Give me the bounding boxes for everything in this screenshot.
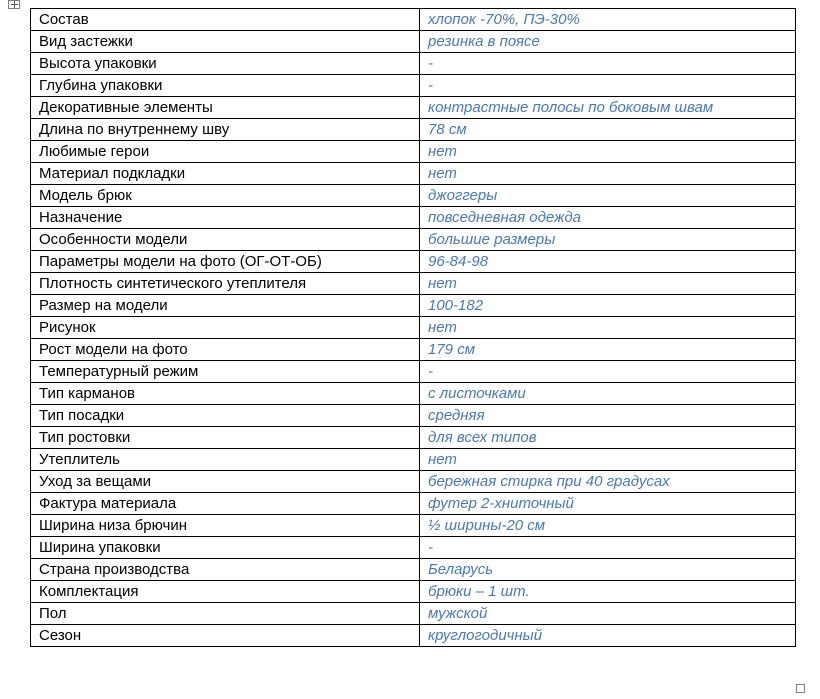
table-body [31,9,796,647]
table-row [31,75,796,97]
attribute-value-cell[interactable]: 179 см [420,339,796,361]
attribute-value-cell[interactable]: - [420,75,796,97]
attribute-value-cell[interactable]: 78 см [420,119,796,141]
table-row [31,537,796,559]
attribute-name-cell[interactable]: Особенности модели [31,229,420,251]
attribute-name-cell[interactable]: Тип ростовки [31,427,420,449]
table-row [31,141,796,163]
attribute-value-cell[interactable]: круглогодичный [420,625,796,647]
attribute-value-cell[interactable]: - [420,361,796,383]
table-row [31,383,796,405]
product-attributes-table [30,8,796,647]
attribute-value-cell[interactable]: контрастные полосы по боковым швам [420,97,796,119]
table-row [31,229,796,251]
table-row [31,251,796,273]
attribute-value-cell[interactable]: - [420,53,796,75]
attribute-name-cell[interactable]: Рисунок [31,317,420,339]
attribute-value-cell[interactable]: 96-84-98 [420,251,796,273]
attribute-name-cell[interactable]: Длина по внутреннему шву [31,119,420,141]
attribute-name-cell[interactable]: Ширина низа брючин [31,515,420,537]
table-row [31,339,796,361]
attribute-value-cell[interactable]: ½ ширины-20 см [420,515,796,537]
attribute-name-cell[interactable]: Декоративные элементы [31,97,420,119]
attribute-name-cell[interactable]: Ширина упаковки [31,537,420,559]
table-row [31,471,796,493]
attribute-name-cell[interactable]: Рост модели на фото [31,339,420,361]
attribute-value-cell[interactable]: нет [420,317,796,339]
attribute-value-cell[interactable]: брюки – 1 шт. [420,581,796,603]
table-row [31,207,796,229]
attribute-name-cell[interactable]: Плотность синтетического утеплителя [31,273,420,295]
table-row [31,405,796,427]
table-row [31,581,796,603]
attribute-value-cell[interactable]: средняя [420,405,796,427]
attribute-value-cell[interactable]: джоггеры [420,185,796,207]
table-row [31,559,796,581]
table-row [31,493,796,515]
attribute-value-cell[interactable]: нет [420,273,796,295]
attribute-value-cell[interactable]: мужской [420,603,796,625]
attribute-name-cell[interactable]: Высота упаковки [31,53,420,75]
attribute-value-cell[interactable]: большие размеры [420,229,796,251]
attribute-value-cell[interactable]: Беларусь [420,559,796,581]
table-row [31,53,796,75]
attribute-name-cell[interactable]: Параметры модели на фото (ОГ-ОТ-ОБ) [31,251,420,273]
attribute-name-cell[interactable]: Назначение [31,207,420,229]
table-row [31,427,796,449]
table-row [31,185,796,207]
attribute-name-cell[interactable]: Фактура материала [31,493,420,515]
table-resize-handle-icon[interactable] [796,684,805,693]
attribute-name-cell[interactable]: Глубина упаковки [31,75,420,97]
attribute-name-cell[interactable]: Страна производства [31,559,420,581]
table-row [31,625,796,647]
attribute-name-cell[interactable]: Тип карманов [31,383,420,405]
table-row [31,361,796,383]
attribute-value-cell[interactable]: футер 2-хниточный [420,493,796,515]
attribute-value-cell[interactable]: бережная стирка при 40 градусах [420,471,796,493]
table-row [31,449,796,471]
table-row [31,317,796,339]
attribute-name-cell[interactable]: Модель брюк [31,185,420,207]
table-row [31,515,796,537]
table-row [31,119,796,141]
table-row [31,273,796,295]
attribute-value-cell[interactable]: хлопок -70%, ПЭ-30% [420,9,796,31]
attribute-name-cell[interactable]: Тип посадки [31,405,420,427]
attribute-value-cell[interactable]: нет [420,163,796,185]
table-row [31,603,796,625]
attribute-value-cell[interactable]: для всех типов [420,427,796,449]
attribute-value-cell[interactable]: 100-182 [420,295,796,317]
attribute-name-cell[interactable]: Пол [31,603,420,625]
attribute-name-cell[interactable]: Утеплитель [31,449,420,471]
table-row [31,31,796,53]
attribute-value-cell[interactable]: повседневная одежда [420,207,796,229]
attribute-name-cell[interactable]: Уход за вещами [31,471,420,493]
attribute-name-cell[interactable]: Материал подкладки [31,163,420,185]
attribute-name-cell[interactable]: Комплектация [31,581,420,603]
table-row [31,9,796,31]
table-row [31,163,796,185]
attribute-value-cell[interactable]: нет [420,449,796,471]
table-row [31,295,796,317]
attribute-name-cell[interactable]: Размер на модели [31,295,420,317]
table-row [31,97,796,119]
attribute-value-cell[interactable]: с листочками [420,383,796,405]
attribute-value-cell[interactable]: нет [420,141,796,163]
attribute-name-cell[interactable]: Сезон [31,625,420,647]
attribute-value-cell[interactable]: резинка в поясе [420,31,796,53]
table-move-handle-icon[interactable] [8,0,20,9]
attribute-name-cell[interactable]: Температурный режим [31,361,420,383]
attribute-name-cell[interactable]: Вид застежки [31,31,420,53]
attribute-name-cell[interactable]: Состав [31,9,420,31]
attribute-value-cell[interactable]: - [420,537,796,559]
attribute-name-cell[interactable]: Любимые герои [31,141,420,163]
